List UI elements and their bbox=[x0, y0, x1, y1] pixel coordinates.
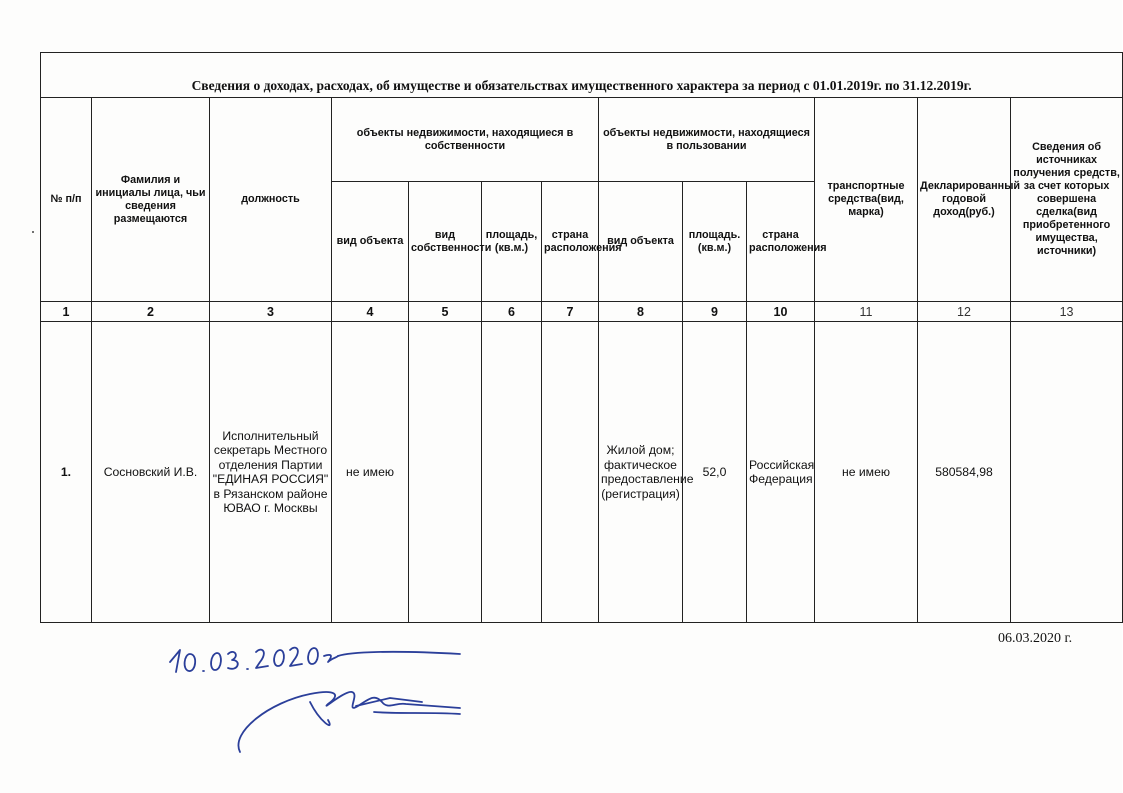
row-sources bbox=[1011, 322, 1123, 623]
header-used-group: объекты недвижимости, находящиеся в пользовании bbox=[599, 98, 815, 182]
column-number: 9 bbox=[683, 302, 747, 322]
handwritten-signature bbox=[160, 632, 490, 757]
header-used-country: страна расположения bbox=[747, 182, 815, 302]
column-number: 7 bbox=[542, 302, 599, 322]
column-number: 4 bbox=[332, 302, 409, 322]
column-number: 11 bbox=[815, 302, 918, 322]
table-row bbox=[41, 322, 1123, 623]
header-used-type: вид объекта bbox=[599, 182, 683, 302]
header-used-area: площадь. (кв.м.) bbox=[683, 182, 747, 302]
column-number: 3 bbox=[210, 302, 332, 322]
row-income: 580584,98 bbox=[918, 322, 1011, 623]
column-number: 13 bbox=[1011, 302, 1123, 322]
header-owned-group: объекты недвижимости, находящиеся в собственности bbox=[332, 98, 599, 182]
row-position: Исполнительный секретарь Местного отделения Партии "ЕДИНАЯ РОССИЯ" в Рязанском районе ЮВАО г. Москвы bbox=[210, 322, 332, 623]
column-number: 5 bbox=[409, 302, 482, 322]
scan-speck bbox=[32, 231, 34, 233]
row-owned-type: не имею bbox=[332, 322, 409, 623]
header-income: Декларированный годовой доход(руб.) bbox=[918, 98, 1011, 302]
header-owned-country: страна расположения bbox=[542, 182, 599, 302]
column-number: 2 bbox=[92, 302, 210, 322]
header-owned-ownership: вид собственности bbox=[409, 182, 482, 302]
header-transport: транспортные средства(вид, марка) bbox=[815, 98, 918, 302]
row-owned-area bbox=[482, 322, 542, 623]
table-title: Сведения о доходах, расходах, об имуществе и обязательствах имущественного характера за период с 01.01.2019г. по 31.12.2019г. bbox=[41, 53, 1123, 98]
column-number: 10 bbox=[747, 302, 815, 322]
row-num: 1. bbox=[41, 322, 92, 623]
row-name: Сосновский И.В. bbox=[92, 322, 210, 623]
row-owned-ownership bbox=[409, 322, 482, 623]
row-used-country: Российская Федерация bbox=[747, 322, 815, 623]
column-number: 12 bbox=[918, 302, 1011, 322]
header-owned-type: вид объекта bbox=[332, 182, 409, 302]
declaration-table bbox=[40, 52, 1123, 623]
row-owned-country bbox=[542, 322, 599, 623]
row-transport: не имею bbox=[815, 322, 918, 623]
header-sources: Сведения об источниках получения средств, за счет которых совершена сделка(вид приобретенного имущества, источники) bbox=[1011, 98, 1123, 302]
column-number: 1 bbox=[41, 302, 92, 322]
footer-date: 06.03.2020 г. bbox=[998, 631, 1073, 646]
column-number-row bbox=[41, 302, 1123, 322]
column-number: 6 bbox=[482, 302, 542, 322]
row-used-type: Жилой дом; фактическое предоставление (регистрация) bbox=[599, 322, 683, 623]
header-num: № п/п bbox=[41, 98, 92, 302]
column-number: 8 bbox=[599, 302, 683, 322]
header-position: должность bbox=[210, 98, 332, 302]
row-used-area: 52,0 bbox=[683, 322, 747, 623]
header-owned-area: площадь, (кв.м.) bbox=[482, 182, 542, 302]
header-name: Фамилия и инициалы лица, чьи сведения размещаются bbox=[92, 98, 210, 302]
